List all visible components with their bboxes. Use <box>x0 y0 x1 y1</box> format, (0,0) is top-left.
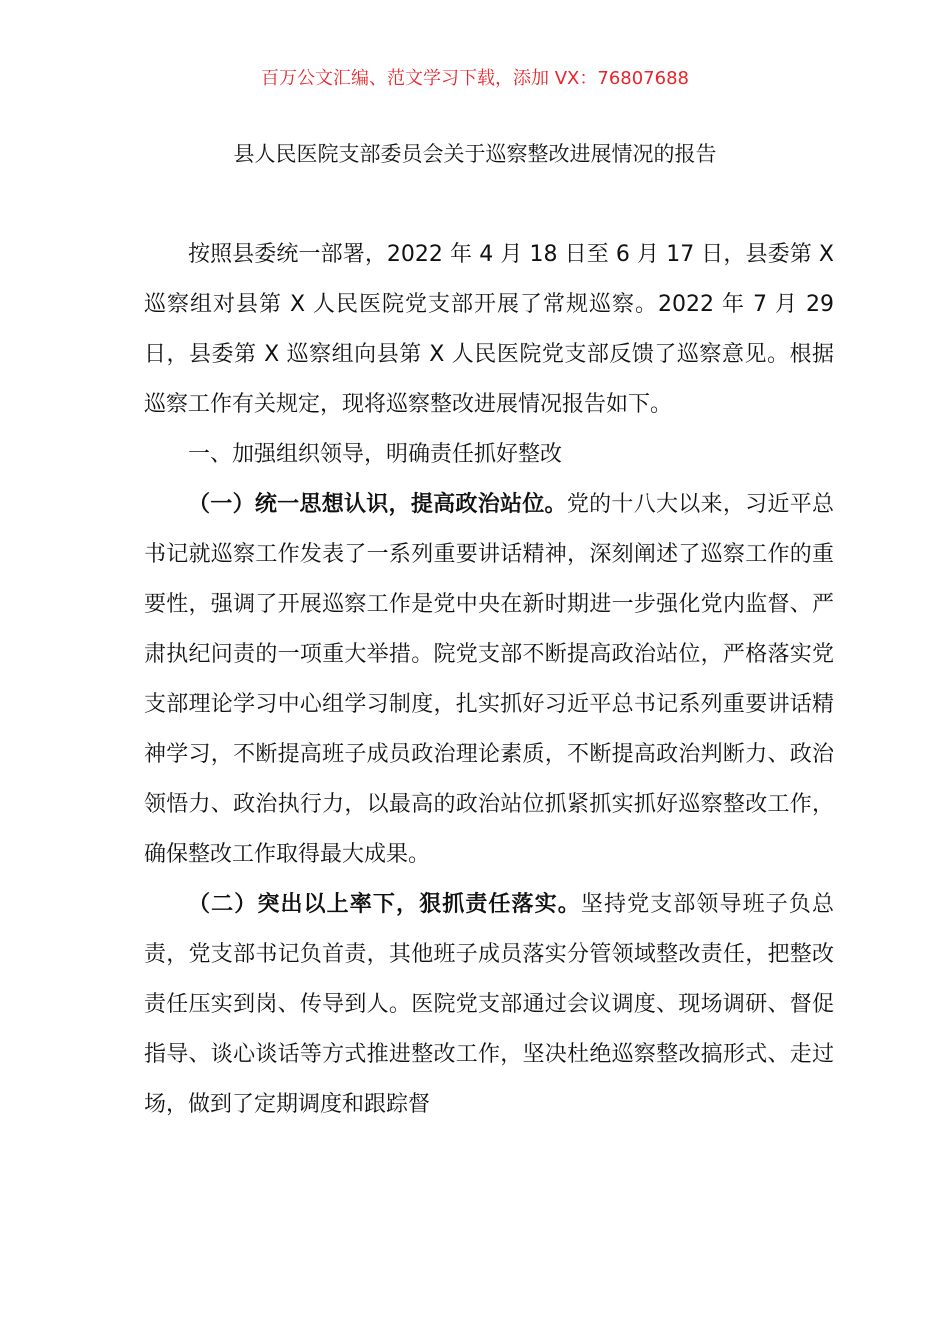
subsection-1-text: 党的十八大以来，习近平总书记就巡察工作发表了一系列重要讲话精神，深刻阐述了巡察工作的重要性，强调了开展巡察工作是党中央在新时期进一步强化党内监督、严肃执纪问责的一项重大举措。院党支部不断提高政治站位，严格落实党支部理论学习中心组学习制度，扎实抓好习近平总书记系列重要讲话精神学习，不断提高班子成员政治理论素质，不断提高政治判断力、政治领悟力、政治执行力，以最高的政治站位抓紧抓实抓好巡察整改工作，确保整改工作取得最大成果。 <box>144 492 834 867</box>
paragraph-subsection-1 <box>144 480 834 880</box>
header-ad-text: 百万公文汇编、范文学习下载，添加 VX：76807688 <box>261 68 689 89</box>
paragraph-intro-text: 按照县委统一部署，2022 年 4 月 18 日至 6 月 17 日，县委第 X 巡察组对县第 X 人民医院党支部开展了常规巡察。2022 年 7 月 29 日，县委第 X 巡察组向县第 X 人民医院党支部反馈了巡察意见。根据巡察工作有关规定，现将巡察整改进展情况报告如下。 <box>144 242 834 417</box>
section-heading-1-text: 一、加强组织领导，明确责任抓好整改 <box>188 442 563 467</box>
paragraph-intro <box>144 230 834 430</box>
section-heading-1 <box>144 430 834 480</box>
subsection-2-text: 坚持党支部领导班子负总责，党支部书记负首责，其他班子成员落实分管领域整改责任，把整改责任压实到岗、传导到人。医院党支部通过会议调度、现场调研、督促指导、谈心谈话等方式推进整改工作，坚决杜绝巡察整改搞形式、走过场，做到了定期调度和跟踪督 <box>144 892 834 1117</box>
document-title: 县人民医院支部委员会关于巡察整改进展情况的报告 <box>233 142 717 166</box>
subsection-1-lead: （一）统一思想认识，提高政治站位。 <box>188 492 567 517</box>
document-body <box>144 230 834 1130</box>
subsection-2-lead: （二）突出以上率下，狠抓责任落实。 <box>188 892 581 917</box>
paragraph-subsection-2 <box>144 880 834 1130</box>
